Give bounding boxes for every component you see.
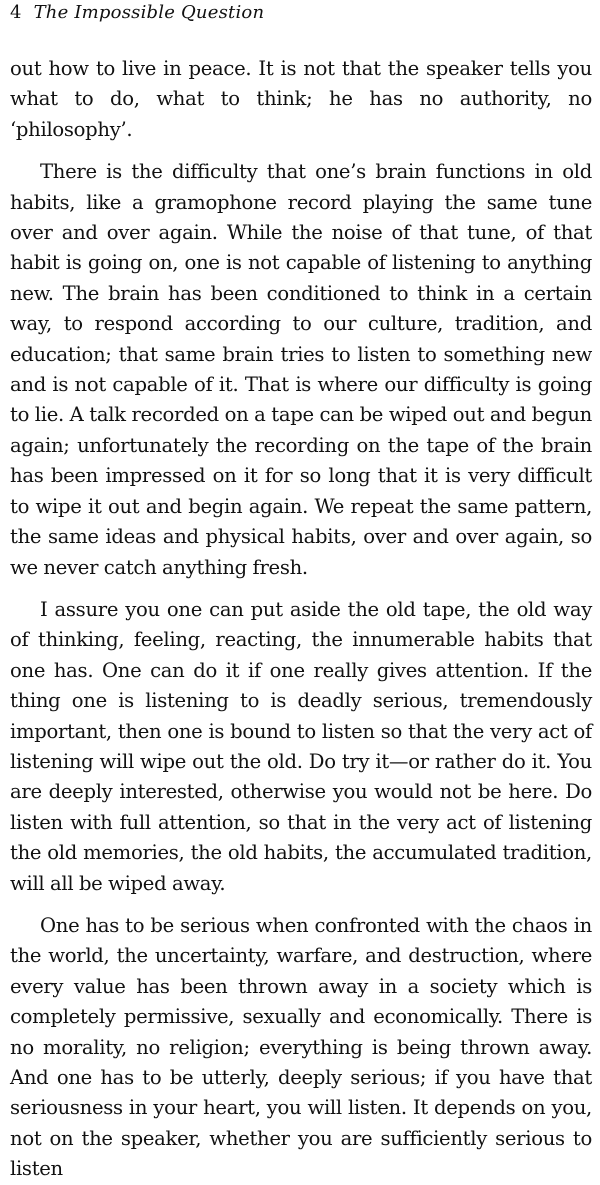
paragraph: There is the difficulty that one’s brain functions in old habits, like a gramophone record playing the same tune over and over again. While the noise of that tune, of that habit is going on, one is not capable of listening to anything new. The brain has been conditioned to think in a certain way, to respond according to our culture, tradition, and education; that same brain tries to listen to something new and is not capable of it. That is where our difficulty is going to lie. A talk recorded on a tape can be wiped out and begun again; unfortunately the recording on the tape of the brain has been impressed on it for so long that it is very difficult to wipe it out and begin again. We repeat the same pattern, the same ideas and physical habits, over and over again, so we never catch anything fresh.: [10, 160, 592, 579]
paragraph: I assure you one can put aside the old tape, the old way of thinking, feeling, reacting, the innumerable habits that one has. One can do it if one really gives attention. If the thing one is listening to is deadly serious, tremendously important, then one is bound to listen so that the very act of listening will wipe out the old. Do try it—or rather do it. You are deeply interested, otherwise you would not be here. Do listen with full attention, so that in the very act of listening the old memories, the old habits, the accumulated tradition, will all be wiped away.: [10, 597, 592, 895]
running-head-title: The Impossible Question: [33, 2, 265, 23]
running-head: [10, 0, 592, 30]
paragraph-continued: out how to live in peace. It is not that the speaker tells you what to do, what to think; he has no authority, no ‘philosophy’.: [10, 57, 592, 141]
paragraph: One has to be serious when confronted with the chaos in the world, the uncertainty, warfare, and destruction, where every value has been thrown away in a society which is completely permissive, sexually and economically. There is no morality, no religion; everything is being thrown away. And one has to be utterly, deeply serious; if you have that seriousness in your heart, you will listen. It depends on you, not on the speaker, whether you are sufficiently serious to listen: [10, 913, 592, 1181]
page-number: 4: [10, 2, 22, 23]
body-text: [10, 54, 592, 1185]
